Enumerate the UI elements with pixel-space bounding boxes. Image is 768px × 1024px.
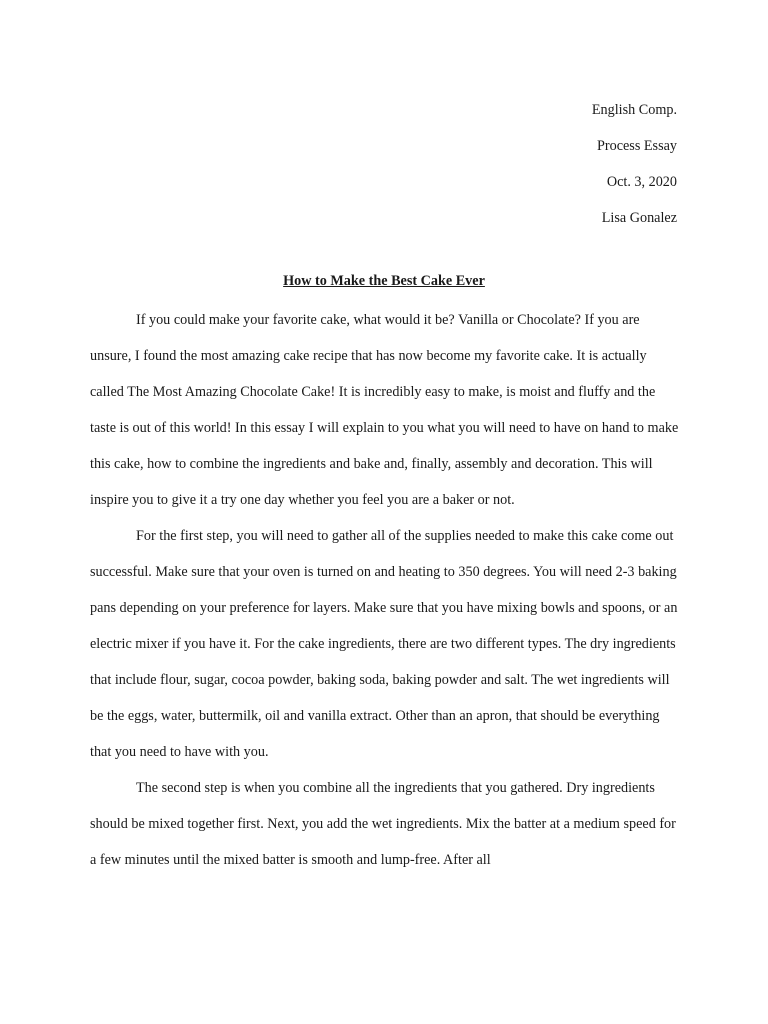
paragraph-first-step: For the first step, you will need to gather all of the supplies needed to make this cake come out successful. Make sure that your oven is turned on and heating to 350 degrees. You will need 2-3 baking pans depending on your preference for layers. Make sure that you have mixing bowls and spoons, or an electric mixer if you have it. For the cake ingredients, there are two different types. The dry ingredients that include flour, sugar, cocoa powder, baking soda, baking powder and salt. The wet ingredients will be the eggs, water, buttermilk, oil and vanilla extract. Other than an apron, that should be everything that you need to have with you. xyxy=(90,528,678,760)
essay-date: Oct. 3, 2020 xyxy=(606,174,677,190)
essay-title: How to Make the Best Cake Ever xyxy=(283,273,485,289)
essay-body xyxy=(90,302,680,878)
paragraph-introduction: If you could make your favorite cake, what would it be? Vanilla or Chocolate? If you are unsure, I found the most amazing cake recipe that has now become my favorite cake. It is actually called The Most Amazing Chocolate Cake! It is incredibly easy to make, is moist and fluffy and the taste is out of this world! In this essay I will explain to you what you will need to have on hand to make this cake, how to combine the ingredients and bake and, finally, assembly and decoration. This will inspire you to give it a try one day whether you feel you are a baker or not. xyxy=(90,312,679,508)
course-name: English Comp. xyxy=(591,102,677,118)
author-name: Lisa Gonalez xyxy=(601,210,677,226)
assignment-name: Process Essay xyxy=(597,138,677,154)
essay-header xyxy=(592,92,677,236)
paragraph-second-step: The second step is when you combine all the ingredients that you gathered. Dry ingredients should be mixed together first. Next, you add the wet ingredients. Mix the batter at a medium speed for a few minutes until the mixed batter is smooth and lump-free. After all xyxy=(90,780,676,868)
